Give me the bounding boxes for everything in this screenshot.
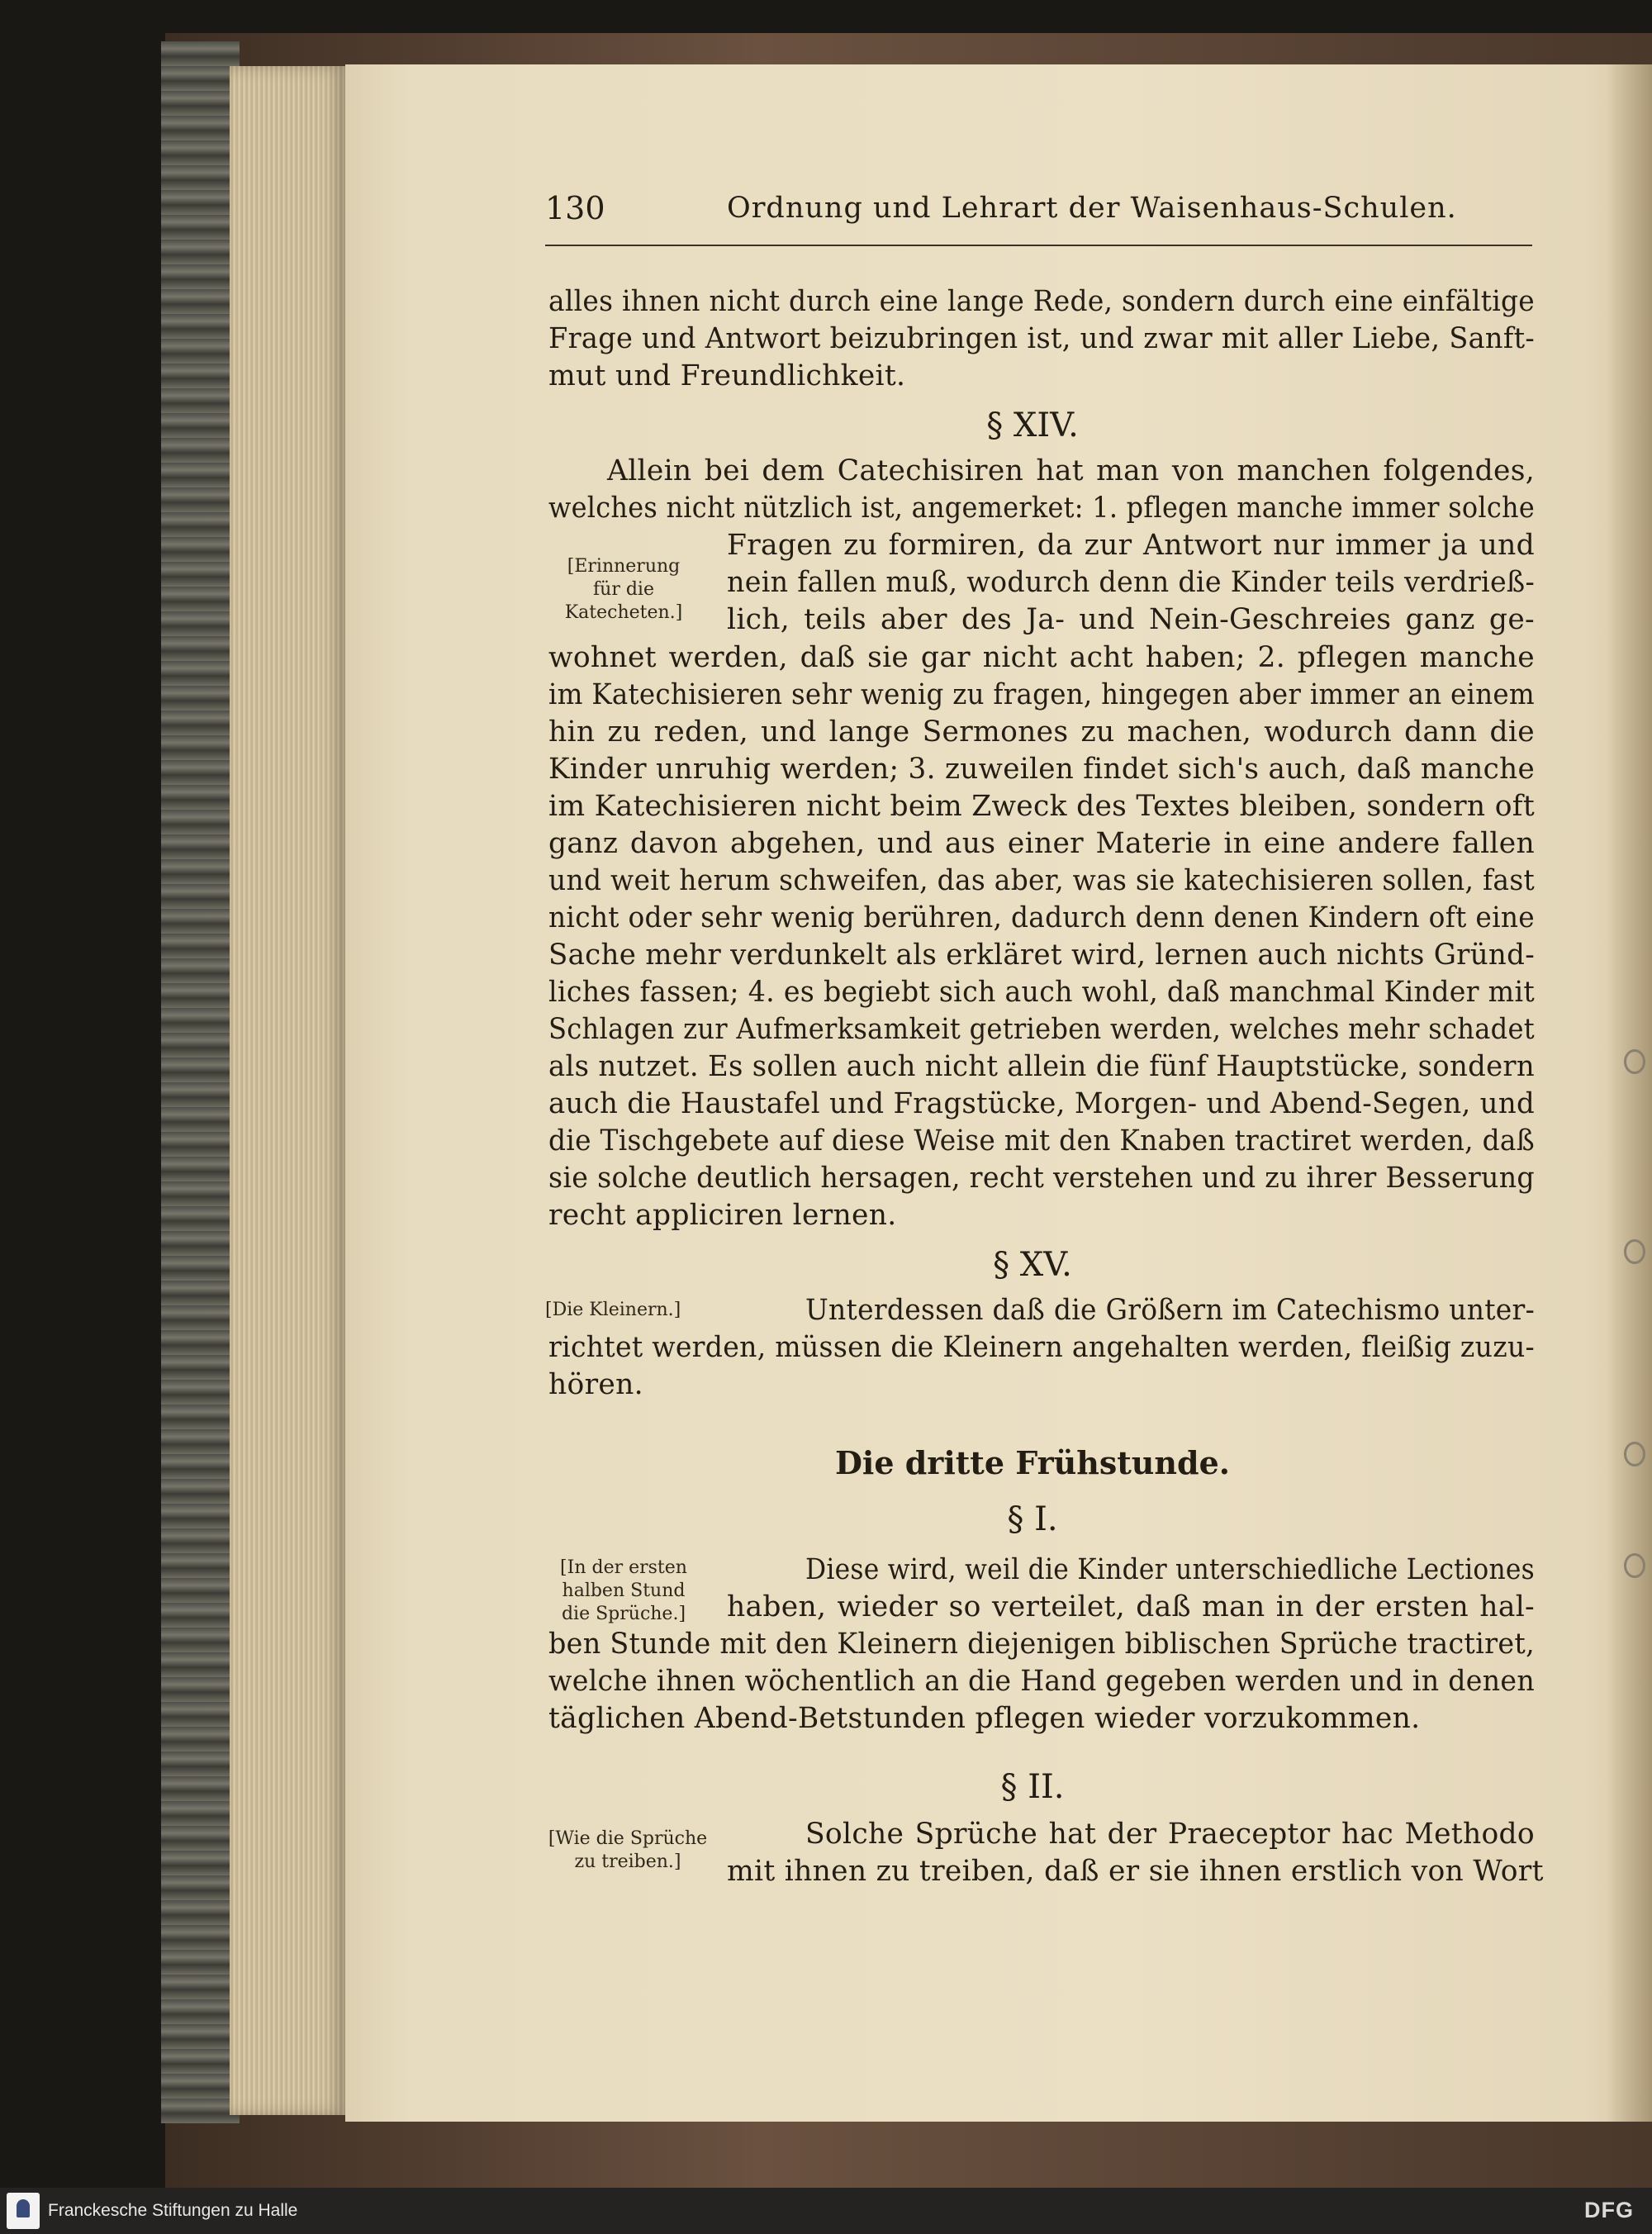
text-line: im Katechisieren nicht beim Zweck des Textes bleiben, sondern oft (548, 790, 1535, 823)
sewing-hole-icon (1624, 1553, 1645, 1578)
sewing-hole-icon (1624, 1239, 1645, 1264)
margin-note: [In der ersten halben Stund die Sprüche.] (560, 1557, 687, 1624)
text-line: Allein bei dem Catechisiren hat man von manchen folgendes, (607, 454, 1535, 487)
gutter-shadow (1607, 64, 1652, 2122)
text-line: und weit herum schweifen, das aber, was sie katechisieren sollen, fast (548, 864, 1535, 897)
margin-note: [Erinnerung für die Katecheten.] (564, 556, 683, 623)
text-line: welches nicht nützlich ist, angemerket: 1. pflegen manche immer solche (548, 492, 1535, 525)
text-line: Schlagen zur Aufmerksamkeit getrieben werden, welches mehr schadet (548, 1013, 1535, 1046)
text-line: lich, teils aber des Ja- und Nein-Geschreies ganz ge- (727, 603, 1535, 636)
text-line: Sache mehr verdunkelt als erkläret wird, lernen auch nichts Gründ- (548, 939, 1535, 972)
text-line: Diese wird, weil die Kinder unterschiedliche Lectiones (805, 1553, 1535, 1586)
text-line: Unterdessen daß die Größern im Catechismo unter- (805, 1294, 1535, 1327)
text-line: recht appliciren lernen. (548, 1199, 897, 1232)
sewing-hole-icon (1624, 1049, 1645, 1074)
section-number: § XV. (993, 1246, 1072, 1284)
text-line: nein fallen muß, wodurch denn die Kinder teils verdrieß- (727, 566, 1535, 599)
text-line: nicht oder sehr wenig berühren, dadurch denn denen Kindern oft eine (548, 901, 1535, 934)
text-line: hören. (548, 1368, 643, 1401)
text-line: haben, wieder so verteilet, daß man in der ersten hal- (727, 1590, 1535, 1623)
margin-note: [Wie die Sprüche zu treiben.] (548, 1828, 708, 1872)
text-line: Fragen zu formiren, da zur Antwort nur immer ja und (727, 529, 1535, 562)
text-line: auch die Haustafel und Fragstücke, Morgen- und Abend-Segen, und (548, 1087, 1535, 1120)
running-title: Ordnung und Lehrart der Waisenhaus-Schulen. (727, 192, 1457, 225)
text-line: ganz davon abgehen, und aus einer Materie in eine andere fallen (548, 827, 1535, 860)
franckesche-logo-icon (7, 2193, 40, 2229)
text-line: die Tischgebete auf diese Weise mit den Knaben tractiret werden, daß (548, 1124, 1535, 1157)
section-number: § I. (1007, 1500, 1058, 1538)
organization-name: Franckesche Stiftungen zu Halle (48, 2201, 298, 2220)
sewing-hole-icon (1624, 1442, 1645, 1466)
text-line: mut und Freundlichkeit. (548, 359, 906, 392)
text-line: ben Stunde mit den Kleinern diejenigen biblischen Sprüche tractiret, (548, 1628, 1535, 1661)
text-line: hin zu reden, und lange Sermones zu machen, wodurch dann die (548, 715, 1535, 749)
text-line: täglichen Abend-Betstunden pflegen wieder vorzukommen. (548, 1702, 1421, 1735)
text-line: liches fassen; 4. es begiebt sich auch wohl, daß manchmal Kinder mit (548, 976, 1535, 1009)
page-number: 130 (545, 190, 605, 226)
text-line: richtet werden, müssen die Kleinern angehalten werden, fleißig zuzu- (548, 1331, 1535, 1364)
text-line: welche ihnen wöchentlich an die Hand gegeben werden und in denen (548, 1665, 1535, 1698)
text-line: mit ihnen zu treiben, daß er sie ihnen erstlich von Wort (727, 1855, 1544, 1888)
text-line: wohnet werden, daß sie gar nicht acht haben; 2. pflegen manche (548, 641, 1535, 674)
section-number: § II. (1000, 1768, 1065, 1806)
section-heading: Die dritte Frühstunde. (834, 1444, 1231, 1481)
margin-note: [Die Kleinern.] (545, 1300, 681, 1320)
page-edges (230, 66, 345, 2115)
header-rule (545, 245, 1532, 246)
text-line: als nutzet. Es sollen auch nicht allein die fünf Hauptstücke, sondern (548, 1050, 1535, 1083)
text-line: Frage und Antwort beizubringen ist, und zwar mit aller Liebe, Sanft- (548, 322, 1535, 355)
text-line: im Katechisieren sehr wenig zu fragen, hingegen aber immer an einem (548, 678, 1535, 711)
section-number: § XIV. (986, 406, 1079, 444)
dfg-logo: DFG (1584, 2198, 1634, 2222)
text-line: Kinder unruhig werden; 3. zuweilen findet sich's auch, daß manche (548, 753, 1535, 786)
text-line: alles ihnen nicht durch eine lange Rede, sondern durch eine einfältige (548, 285, 1535, 318)
text-line: sie solche deutlich hersagen, recht verstehen und zu ihrer Besserung (548, 1162, 1535, 1195)
viewer-footer (0, 2188, 1652, 2234)
text-line: Solche Sprüche hat der Praeceptor hac Methodo (805, 1818, 1535, 1851)
book-spine (161, 41, 240, 2123)
